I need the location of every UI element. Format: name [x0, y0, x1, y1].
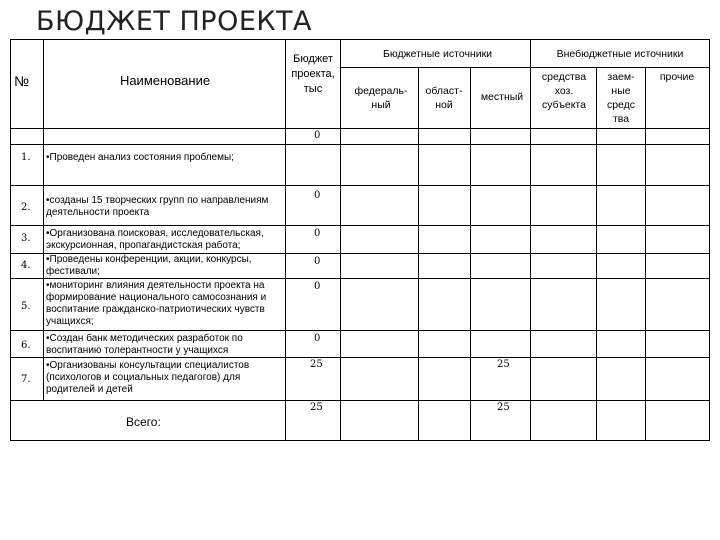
- header-bottom: [10, 128, 710, 129]
- budget-cell: 25: [310, 359, 323, 370]
- row-divider: [10, 400, 710, 401]
- budget-cell: 0: [314, 228, 321, 239]
- header-own-funds: средства хоз. субъекта: [541, 71, 587, 111]
- row-number: 6.: [21, 340, 31, 351]
- col-divider-num: [43, 39, 44, 400]
- col-divider-federal: [418, 67, 419, 440]
- row-divider: [10, 330, 710, 331]
- row-number: 1.: [21, 152, 31, 163]
- table-border-right: [709, 39, 710, 440]
- row-divider: [10, 225, 710, 226]
- row-text: •созданы 15 творческих групп по направлениям деятельности проекта: [46, 195, 269, 218]
- table-border-bottom: [10, 440, 710, 441]
- header-local: местный: [480, 91, 524, 103]
- row-text: •Проведены конференции, акции, конкурсы, фестивали;: [46, 254, 252, 277]
- row-divider: [10, 357, 710, 358]
- row-divider: [10, 278, 710, 279]
- row-divider: [10, 185, 710, 186]
- col-divider-borrowed: [645, 67, 646, 440]
- local-cell: 25: [497, 359, 510, 370]
- row-text: •Проведен анализ состояния проблемы;: [46, 152, 234, 163]
- header-regional: област- ной: [425, 85, 463, 111]
- table-border-top: [10, 39, 710, 40]
- budget-cell: 0: [314, 333, 321, 344]
- header-other: прочие: [659, 71, 695, 83]
- budget-cell: 0: [314, 190, 321, 201]
- col-divider-sources: [530, 39, 531, 440]
- row-text: •мониторинг влияния деятельности проекта на формирование национального самосознания и воспитание гражданско-патриотических чувств учащихся;: [46, 280, 267, 327]
- header-budget-sources: Бюджетные источники: [382, 48, 493, 60]
- header-borrowed: заем- ные средс тва: [606, 71, 636, 125]
- budget-cell: 0: [314, 256, 321, 267]
- col-divider-budget: [340, 39, 341, 440]
- row-text: •Создан банк методических разработок по воспитанию толерантности у учащихся: [46, 333, 243, 356]
- total-label: Всего:: [126, 415, 161, 429]
- row-number: 7.: [21, 374, 31, 385]
- budget-cell: 0: [314, 281, 321, 292]
- row-divider: [10, 144, 710, 145]
- row-number: 3.: [21, 233, 31, 244]
- row-text: •Организованы консультации специалистов (психологов и социальных педагогов) для родителей и детей: [46, 360, 250, 395]
- header-federal: федераль- ный: [354, 85, 408, 111]
- col-divider-regional: [470, 67, 471, 440]
- row-number: 5.: [21, 301, 31, 312]
- header-budget: Бюджет проекта, тыс: [291, 53, 335, 95]
- header-name: Наименование: [119, 73, 211, 88]
- row-number: 2.: [21, 202, 31, 213]
- total-budget: 25: [310, 402, 323, 413]
- table-border-left: [10, 39, 11, 440]
- budget-cell: 0: [314, 130, 321, 141]
- row-text: •Организована поисковая, исследовательская, экскурсионная, пропагандистская работа;: [46, 228, 264, 251]
- total-local: 25: [497, 402, 510, 413]
- subheader-divider-left: [340, 67, 530, 68]
- page-title: БЮДЖЕТ ПРОЕКТА: [36, 6, 313, 37]
- row-number: 4.: [21, 260, 31, 271]
- header-extra-sources: Внебюджетные источники: [556, 48, 684, 60]
- header-num: №: [14, 73, 30, 89]
- subheader-divider-right: [530, 67, 710, 68]
